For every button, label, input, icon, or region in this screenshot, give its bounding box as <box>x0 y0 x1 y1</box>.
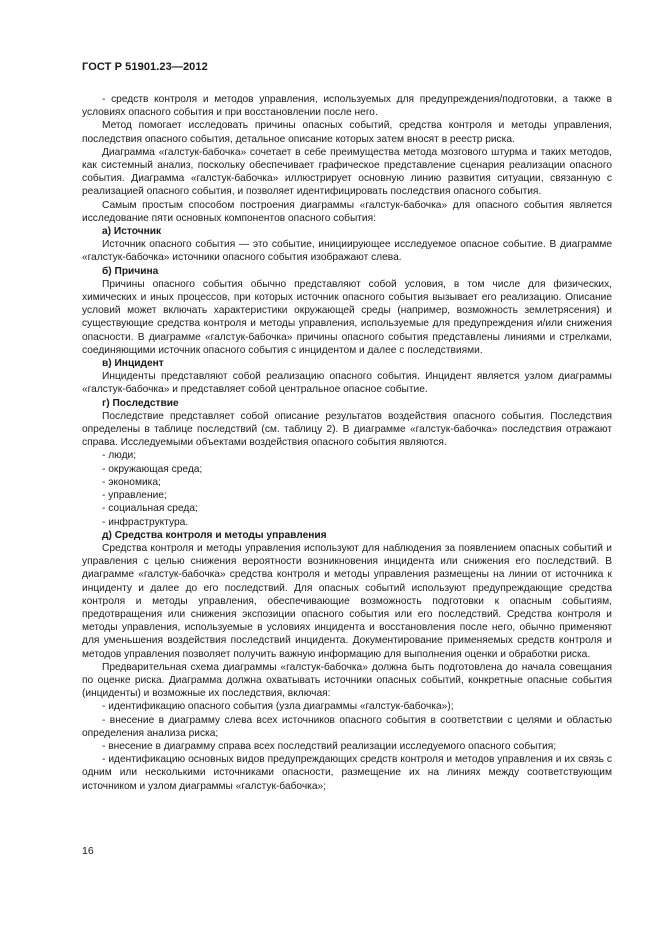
subheading-controls: д) Средства контроля и методы управления <box>102 529 327 541</box>
list-item: - люди; <box>102 450 137 462</box>
subheading-cause: б) Причина <box>102 265 159 277</box>
paragraph: Метод помогает исследовать причины опасных событий, средства контроля и методы управления, последствия опасного события, детальное описание которых затем вносят в реестр риска. <box>82 120 612 145</box>
list-item: - окружающая среда; <box>102 463 203 475</box>
list-item: - инфраструктура. <box>102 516 189 528</box>
paragraph: - средств контроля и методов управления, используемых для предупреждения/подготовки, а также в условиях опасного события и при восстановлении после него. <box>82 94 612 119</box>
list-item: - идентификацию опасного события (узла диаграммы «галстук-бабочка»); <box>102 701 454 713</box>
paragraph: Последствие представляет собой описание результатов воздействия опасного события. Последствия определены в таблице последствий (см. таблицу 2). В диаграмме «галстук-бабочка» последствия отражают справа. Исследуемыми объектами воздействия опасного события являются. <box>82 410 612 449</box>
list-item: - экономика; <box>102 476 161 488</box>
paragraph: Инциденты представляют собой реализацию опасного события. Инцидент является узлом диаграммы «галстук-бабочка» и представляет собой центральное опасное событие. <box>82 371 612 396</box>
subheading-consequence: г) Последствие <box>102 397 179 409</box>
subheading-source: а) Источник <box>102 226 162 238</box>
list-item: - внесение в диаграмму слева всех источников опасного события в соответствии с целями и областью определения анализа риска; <box>82 714 612 739</box>
paragraph: Причины опасного события обычно представляют собой условия, в том числе для физических, химических и иных процессов, при которых источник опасного события вызывает его реализацию. Описание условий может включать характеристики окружающей среды (например, возможность землетрясения) и существующие средства контроля и методы управления, используемые для предупреждения и/или снижения опасности. В диаграмме «галстук-бабочка» причины опасного события представлены линиями и стрелками, соединяющими источник опасного события с инцидентом и далее с последствиями. <box>82 278 612 356</box>
paragraph: Самым простым способом построения диаграммы «галстук-бабочка» для опасного события является исследование пяти основных компонентов опасного события: <box>82 199 612 224</box>
body-text <box>82 93 612 793</box>
list-item: - управление; <box>102 490 167 502</box>
paragraph: Диаграмма «галстук-бабочка» сочетает в себе преимущества метода мозгового штурма и таких методов, как системный анализ, поскольку обеспечивает графическое представление сценария реализации опасного события. Диаграмма «галстук-бабочка» иллюстрирует основную линию развития ситуации, связанную с реализацией опасного события, и позволяет идентифицировать последствия опасного события. <box>82 146 612 198</box>
list-item: - внесение в диаграмму справа всех последствий реализации исследуемого опасного события; <box>102 740 557 752</box>
page-number: 16 <box>82 845 94 857</box>
paragraph: Предварительная схема диаграммы «галстук-бабочка» должна быть подготовлена до начала совещания по оценке риска. Диаграмма должна охватывать источники опасных событий, конкретные опасные события (инциденты) и возможные их последствия, включая: <box>82 661 612 700</box>
list-item: - идентификацию основных видов предупреждающих средств контроля и методов управления и их связь с одним или несколькими источниками опасности, размещение их на линиях между соответствующим источником и узлом диаграммы «галстук-бабочка»; <box>82 754 612 792</box>
paragraph: Средства контроля и методы управления используют для наблюдения за появлением опасных событий и управления с целью снижения вероятности возникновения инцидента или снижения его последствий. В диаграмме «галстук-бабочка» средства контроля и методы управления размещены на линии от источника к инциденту и далее до его последствий. Для опасных событий используют предупреждающие средства контроля и методы управления, обеспечивающие возможность подготовки к опасным событиям, предотвращения или снижения экспозиции опасного события или его последствий. Средства контроля и методы управления, используемые в условиях инцидента и восстановления после него, обычно применяют для уменьшения воздействия последствий инцидента. Документирование применяемых средств контроля и методов управления позволяет получить важную информацию для выполнения оценки и обработки риска. <box>82 542 612 660</box>
paragraph: Источник опасного события — это событие, инициирующее исследуемое опасное событие. В диаграмме «галстук-бабочка» источники опасного события изображают слева. <box>82 239 612 264</box>
subheading-incident: в) Инцидент <box>102 358 164 370</box>
standard-code-header: ГОСТ Р 51901.23—2012 <box>82 61 208 73</box>
list-item: - социальная среда; <box>102 503 198 515</box>
